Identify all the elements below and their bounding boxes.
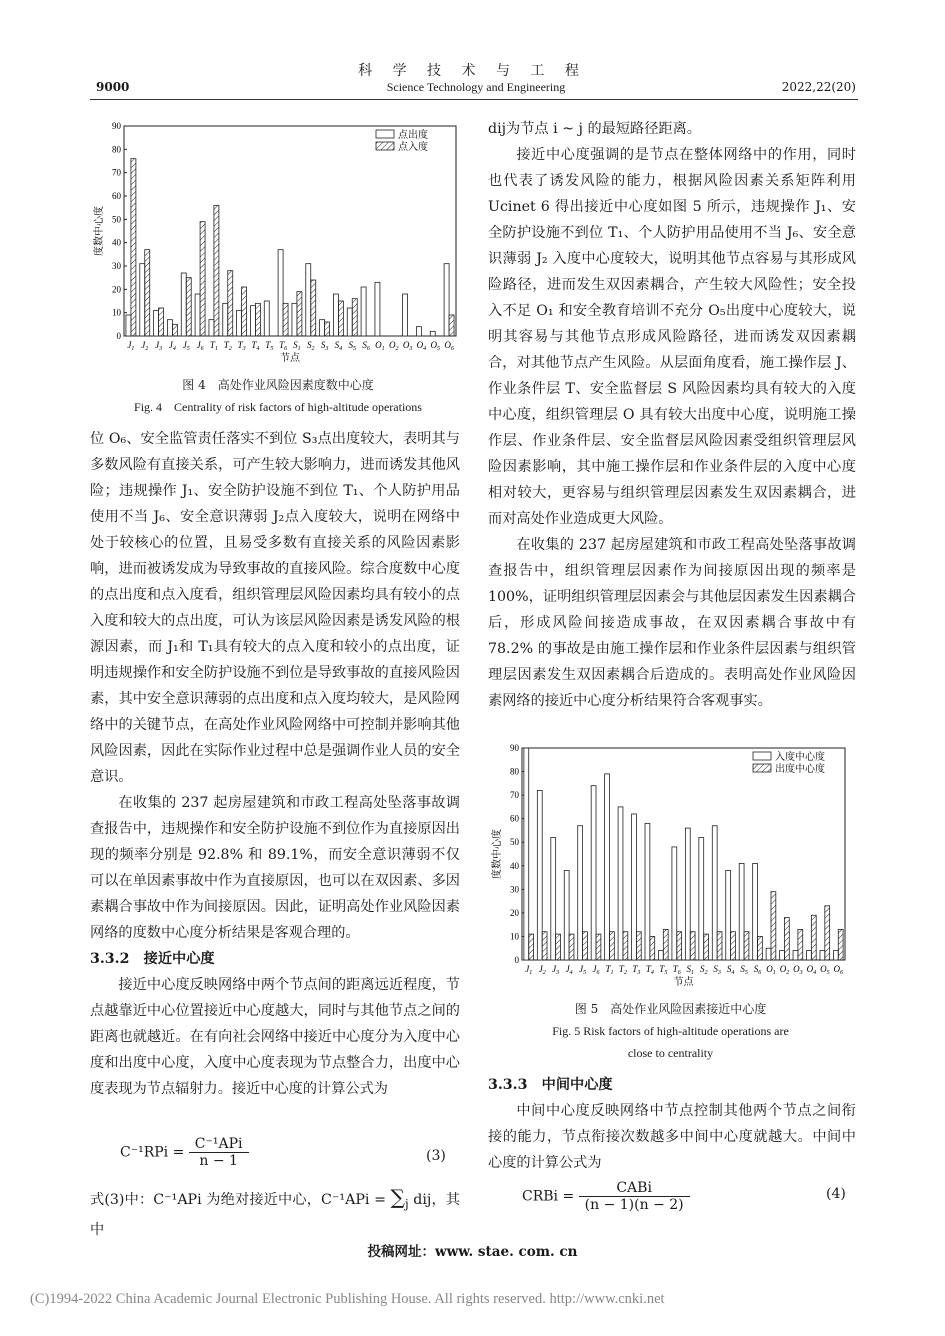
eq3-lhs: C⁻¹RPi — [120, 1144, 169, 1161]
bar-series2 — [704, 934, 709, 960]
y-tick-label: 70 — [510, 790, 519, 801]
bar-series1 — [537, 790, 542, 960]
bar-series2 — [784, 918, 789, 960]
paragraph: 中间中心度反映网络中节点控制其他两个节点之间衔接的能力，节点衔接次数越多中间中心度就越大。中间中心度的计算公式为 — [488, 1103, 856, 1171]
bar-series1 — [333, 294, 338, 336]
x-tick-label: $J_6$ — [592, 964, 600, 976]
x-tick-label: $T_2$ — [223, 340, 232, 352]
bar-series2 — [311, 280, 316, 336]
y-tick-label: 30 — [112, 261, 121, 271]
x-axis-label: 节点 — [673, 977, 694, 988]
x-tick-label: $S_3$ — [713, 964, 721, 976]
bar-series1 — [685, 828, 690, 960]
bar-series1 — [264, 301, 269, 336]
x-tick-label: $J_1$ — [127, 340, 135, 352]
y-tick-label: 80 — [510, 766, 519, 777]
y-tick-label: 90 — [510, 743, 519, 753]
x-tick-label: $J_5$ — [579, 964, 587, 976]
bar-series1 — [632, 814, 637, 960]
y-tick-label: 70 — [112, 167, 121, 178]
bar-series1 — [780, 951, 785, 960]
bar-series1 — [672, 847, 677, 960]
bar-series1 — [167, 320, 172, 336]
right-column-top — [488, 116, 856, 714]
bar-series1 — [181, 273, 186, 336]
y-tick-label: 10 — [510, 931, 519, 942]
x-tick-label: $J_2$ — [538, 964, 546, 976]
bar-series1 — [126, 315, 131, 336]
sum-symbol: ∑ — [390, 1185, 405, 1209]
figure-4-caption-cn: 图 4 高处作业风险因素度数中心度 — [182, 378, 374, 392]
bar-series1 — [250, 306, 255, 336]
x-tick-label: $O_6$ — [444, 340, 454, 352]
bar-series2 — [186, 278, 191, 336]
x-tick-label: $T_3$ — [632, 964, 641, 976]
bar-series2 — [731, 932, 736, 960]
x-tick-label: $T_1$ — [605, 964, 614, 976]
bar-series1 — [551, 838, 556, 960]
bar-series1 — [753, 863, 758, 960]
running-header — [96, 80, 856, 98]
bar-series1 — [833, 951, 838, 960]
bar-series2 — [677, 932, 682, 960]
bar-series1 — [361, 287, 366, 336]
plot-frame — [522, 748, 845, 960]
x-tick-label: $O_5$ — [430, 340, 440, 352]
bar-series2 — [297, 292, 302, 336]
bar-series2 — [663, 929, 668, 960]
bar-series2 — [636, 932, 641, 960]
bar-series1 — [564, 870, 569, 960]
legend-label: 点入度 — [398, 142, 428, 153]
legend-label: 点出度 — [398, 130, 428, 141]
bar-series1 — [645, 823, 650, 960]
copyright-notice: (C)1994-2022 China Academic Journal Electronic Publishing House. All rights reserved. http://www.cnki.net — [30, 1291, 665, 1307]
legend-swatch — [753, 752, 771, 760]
bar-series1 — [793, 951, 798, 960]
legend-swatch — [753, 764, 771, 772]
x-tick-label: $O_5$ — [820, 964, 830, 976]
bar-series1 — [403, 294, 408, 336]
bar-series1 — [416, 327, 421, 336]
paragraph: 接近中心度强调的是节点在整体网络中的作用，同时也代表了诱发风险的能力，根据风险因素关系矩阵利用 Ucinet 6 得出接近中心度如图 5 所示，违规操作 J₁、安全防护设施不到位 T₁、个人防护用品使用不当 J₆、安全意识薄弱 J₂ 入度中心度较大，说明其他节点容易与其形成风险路径，进而发生双因素耦合，产生较大风险性；安全投入不足 O₁ 和安全教育培训不充分 O₅出度中心度较大，说明其容易与其他节点形成风险路径，进而诱发双因素耦合，对其他节点产生风险。从层面角度看，施工操作层 J、作业条件层 T、安全监督层 S 风险因素均具有较大的入度中心度，组织管理层 O 具有较大出度中心度，说明施工操作层、作业条件层、安全监督层风险因素受组织管理层风险因素影响，其中施工操作层和作业条件层的入度中心度相对较大，更容易与组织管理层因素发生双因素耦合，进而对高处作业造成更大风险。 — [488, 147, 856, 527]
bar-series1 — [699, 838, 704, 960]
paragraph: 位 O₆、安全监管责任落实不到位 S₃点出度较大，表明其与多数风险有直接关系，可产生较大影响力，进而诱发其他风险；违规操作 J₁、安全防护设施不到位 T₁、个人防护用品使用不当 J₆、安全意识薄弱 J₂点入度较大，说明在网络中处于较核心的位置，且易受多数有直接关系的风险因素影响，进而被诱发成为导致事故的直接风险。综合度数中心度的点出度和点入度看，组织管理层风险因素均具有较小的点入度和较大的点出度，可认为该层风险因素是诱发风险的根源因素，而 J₁和 T₁具有较大的点入度和较小的点出度，证明违规操作和安全防护设施不到位是导致事故的直接风险因素，其中安全意识薄弱的点出度和点入度均较大，是风险网络中的关键节点，在高处作业风险网络中可控制并影响其他风险因素，因此在实际作业过程中总是强调作业人员的安全意识。 — [90, 431, 460, 785]
bar-series2 — [758, 936, 763, 960]
bar-series2 — [771, 892, 776, 960]
y-tick-label: 10 — [112, 307, 121, 318]
bar-series2 — [145, 250, 150, 336]
bar-series2 — [325, 322, 330, 336]
x-tick-label: $S_4$ — [334, 340, 343, 352]
bar-series2 — [214, 205, 219, 336]
right-column-bottom — [488, 1072, 856, 1176]
x-tick-label: $J_3$ — [552, 964, 560, 976]
y-tick-label: 40 — [510, 860, 519, 871]
x-axis-label: 节点 — [280, 353, 300, 364]
x-tick-label: $J_4$ — [565, 964, 573, 976]
bar-series2 — [255, 303, 260, 336]
bar-series2 — [556, 934, 561, 960]
x-tick-label: $S_4$ — [726, 964, 735, 976]
bar-series1 — [306, 264, 311, 336]
bar-series1 — [820, 951, 825, 960]
page-number: 9000 — [96, 80, 130, 94]
x-tick-label: $J_2$ — [141, 340, 149, 352]
x-tick-label: $S_1$ — [686, 964, 694, 976]
legend-swatch — [376, 142, 394, 150]
eq3-denominator: n − 1 — [199, 1153, 238, 1169]
figure-5-caption-en-1: Fig. 5 Risk factors of high-altitude operations are — [552, 1024, 789, 1038]
bar-series1 — [209, 320, 214, 336]
journal-title-en: Science Technology and Engineering — [386, 80, 566, 94]
paragraph: 在收集的 237 起房屋建筑和市政工程高处坠落事故调查报告中，组织管理层因素作为间接原因出现的频率是 100%，证明组织管理层因素会与其他层因素发生因素耦合后，形成风险间接造成事故，在双因素耦合事故中有 78.2% 的事故是由施工操作层和作业条件层因素与组织管理层因素发生双因素耦合后造成的。表明高处作业风险因素网络的接近中心度分析结果符合客观事实。 — [488, 537, 856, 709]
bar-series1 — [347, 308, 352, 336]
bar-series1 — [140, 264, 145, 336]
x-tick-label: $S_6$ — [362, 340, 370, 352]
bar-series1 — [444, 264, 449, 336]
bar-series2 — [569, 934, 574, 960]
bar-series2 — [242, 287, 247, 336]
bar-series2 — [825, 906, 830, 960]
equation-3: C⁻¹RPi = $\frac{\text{C⁻¹APi}}{n - 1}$ — [120, 1136, 249, 1169]
y-tick-label: 20 — [112, 284, 121, 295]
bar-series1 — [658, 951, 663, 960]
bar-series2 — [200, 222, 205, 336]
y-tick-label: 40 — [112, 237, 121, 248]
bar-series2 — [623, 932, 628, 960]
eq4-denominator: (n − 1)(n − 2) — [584, 1197, 684, 1213]
x-tick-label: $O_4$ — [806, 964, 817, 976]
paragraph: 在收集的 237 起房屋建筑和市政工程高处坠落事故调查报告中，违规操作和安全防护设施不到位作为直接原因出现的频率分别是 92.8% 和 89.1%，而安全意识薄弱不仅可以在单因素事故中作为直接原因，也可以在双因素、多因素耦合事故中作为间接原因。因此，证明高处作业风险因素网络的度数中心度分析结果是客观合理的。 — [90, 795, 460, 941]
x-tick-label: $O_4$ — [416, 340, 427, 352]
figure-4-chart — [92, 116, 464, 368]
bar-series1 — [223, 303, 228, 336]
x-tick-label: $T_1$ — [209, 340, 218, 352]
bar-series2 — [744, 932, 749, 960]
bar-series1 — [292, 303, 297, 336]
bar-series2 — [650, 936, 655, 960]
eq3-fraction — [189, 1136, 249, 1169]
y-tick-label: 50 — [510, 837, 519, 848]
y-tick-label: 30 — [510, 884, 519, 895]
x-tick-label: $J_5$ — [182, 340, 190, 352]
bar-series2 — [283, 303, 288, 336]
bar-series1 — [766, 948, 771, 960]
y-tick-label: 60 — [112, 191, 121, 201]
bar-series2 — [159, 308, 164, 336]
bar-series1 — [578, 826, 583, 960]
bar-series2 — [338, 301, 343, 336]
y-axis-label: 度数中心度 — [94, 206, 105, 256]
bar-series2 — [596, 934, 601, 960]
equation-4 — [522, 1180, 690, 1213]
y-tick-label: 50 — [112, 214, 121, 225]
x-tick-label: $J_1$ — [525, 964, 533, 976]
x-tick-label: $T_5$ — [659, 964, 668, 976]
x-tick-label: $O_6$ — [833, 964, 844, 976]
left-column — [90, 426, 460, 1102]
x-tick-label: $T_6$ — [672, 964, 681, 976]
bar-series2 — [717, 932, 722, 960]
eq4-numerator: CABi — [579, 1180, 690, 1197]
x-tick-label: $T_5$ — [265, 340, 274, 352]
bar-series2 — [449, 315, 454, 336]
y-axis-label: 度数中心度 — [492, 829, 503, 879]
bar-series1 — [712, 826, 717, 960]
bar-series2 — [838, 929, 843, 960]
bar-series2 — [609, 932, 614, 960]
paragraph: 接近中心度反映网络中两个节点间的距离远近程度，节点越靠近中心位置接近中心度越大，同时与其他节点之间的距离也就越近。在有向社会网络中接近中心度分为入度中心度和出度中心度，入度中心度表现为节点整合力，出度中心度表现为节点辐射力。接近中心度的计算公式为 — [90, 977, 460, 1097]
figure-5-caption-cn: 图 5 高处作业风险因素接近中心度 — [574, 1002, 767, 1016]
bar-series2 — [352, 299, 357, 336]
legend-label: 入度中心度 — [775, 752, 825, 763]
bar-series2 — [131, 159, 136, 336]
paragraph: dij为节点 i ~ j 的最短路径距离。 — [488, 121, 701, 137]
bar-series1 — [430, 331, 435, 336]
x-tick-label: $O_3$ — [793, 964, 803, 976]
x-tick-label: $J_6$ — [196, 340, 204, 352]
bar-series1 — [375, 282, 380, 336]
issue-info: 2022,22(20) — [781, 80, 856, 94]
eq3-numerator: C⁻¹APi — [189, 1136, 249, 1153]
x-tick-label: $T_4$ — [645, 964, 654, 976]
x-tick-label: $S_3$ — [320, 340, 329, 352]
x-tick-label: $O_2$ — [779, 964, 790, 976]
eq4-fraction — [579, 1180, 690, 1213]
bar-series1 — [618, 807, 623, 960]
legend-label: 出度中心度 — [775, 764, 825, 775]
bar-series1 — [195, 294, 200, 336]
header-rule — [90, 99, 858, 100]
bar-series1 — [524, 748, 529, 960]
bar-series1 — [237, 310, 242, 336]
equation-4-number: (4) — [826, 1186, 846, 1202]
figure-5-caption-en-2: close to centrality — [627, 1046, 714, 1060]
x-tick-label: $J_4$ — [168, 340, 176, 352]
y-tick-label: 90 — [112, 121, 121, 131]
bar-series1 — [591, 786, 596, 960]
legend-swatch — [376, 130, 394, 138]
x-tick-label: $T_2$ — [618, 964, 627, 976]
bar-series2 — [542, 932, 547, 960]
x-tick-label: $J_3$ — [155, 340, 163, 352]
section-heading: 3.3.3 中间中心度 — [488, 1077, 613, 1093]
bar-series2 — [690, 932, 695, 960]
bar-series2 — [228, 271, 233, 336]
x-tick-label: $S_5$ — [740, 964, 748, 976]
equation-3-note — [90, 1184, 460, 1243]
figure-5-chart — [488, 740, 853, 992]
eq-note-text-2: dij，其中 — [90, 1192, 460, 1238]
x-tick-label: $O_3$ — [402, 340, 413, 352]
bar-series2 — [172, 324, 177, 336]
bar-series1 — [739, 863, 744, 960]
eq4-lhs: CRBi = — [522, 1188, 575, 1205]
sum-subscript: j — [404, 1196, 409, 1211]
figure-4-caption-en: Fig. 4 Centrality of risk factors of high-altitude operations — [134, 400, 422, 414]
bar-series1 — [154, 310, 159, 336]
bar-series2 — [798, 929, 803, 960]
x-tick-label: $O_1$ — [766, 964, 776, 976]
y-tick-label: 0 — [514, 955, 519, 965]
x-tick-label: $S_2$ — [699, 964, 708, 976]
x-tick-label: $T_3$ — [237, 340, 246, 352]
bar-series2 — [529, 934, 534, 960]
x-tick-label: $S_6$ — [753, 964, 762, 976]
equation-3-number: (3) — [426, 1148, 446, 1164]
bar-series2 — [811, 915, 816, 960]
bar-series2 — [583, 932, 588, 960]
x-tick-label: $S_5$ — [348, 340, 356, 352]
y-tick-label: 80 — [112, 144, 121, 155]
x-tick-label: $S_1$ — [293, 340, 301, 352]
submission-url: 投稿网址：www. stae. com. cn — [367, 1244, 578, 1260]
bar-series1 — [320, 320, 325, 336]
y-tick-label: 60 — [510, 813, 519, 824]
bar-series1 — [726, 870, 731, 960]
bar-series1 — [807, 951, 812, 960]
bar-series1 — [605, 774, 610, 960]
x-tick-label: $O_1$ — [375, 340, 385, 352]
bar-series1 — [278, 250, 283, 336]
y-tick-label: 20 — [510, 907, 519, 918]
journal-title-cn: 科 学 技 术 与 工 程 — [358, 63, 587, 79]
eq-note-text: 式(3)中：C⁻¹APi 为绝对接近中心，C⁻¹APi = — [90, 1192, 391, 1208]
x-tick-label: $T_4$ — [251, 340, 260, 352]
section-heading: 3.3.2 接近中心度 — [90, 951, 215, 967]
y-tick-label: 0 — [116, 331, 121, 341]
x-tick-label: $O_2$ — [389, 340, 399, 352]
x-tick-label: $T_6$ — [279, 340, 288, 352]
x-tick-label: $S_2$ — [307, 340, 315, 352]
